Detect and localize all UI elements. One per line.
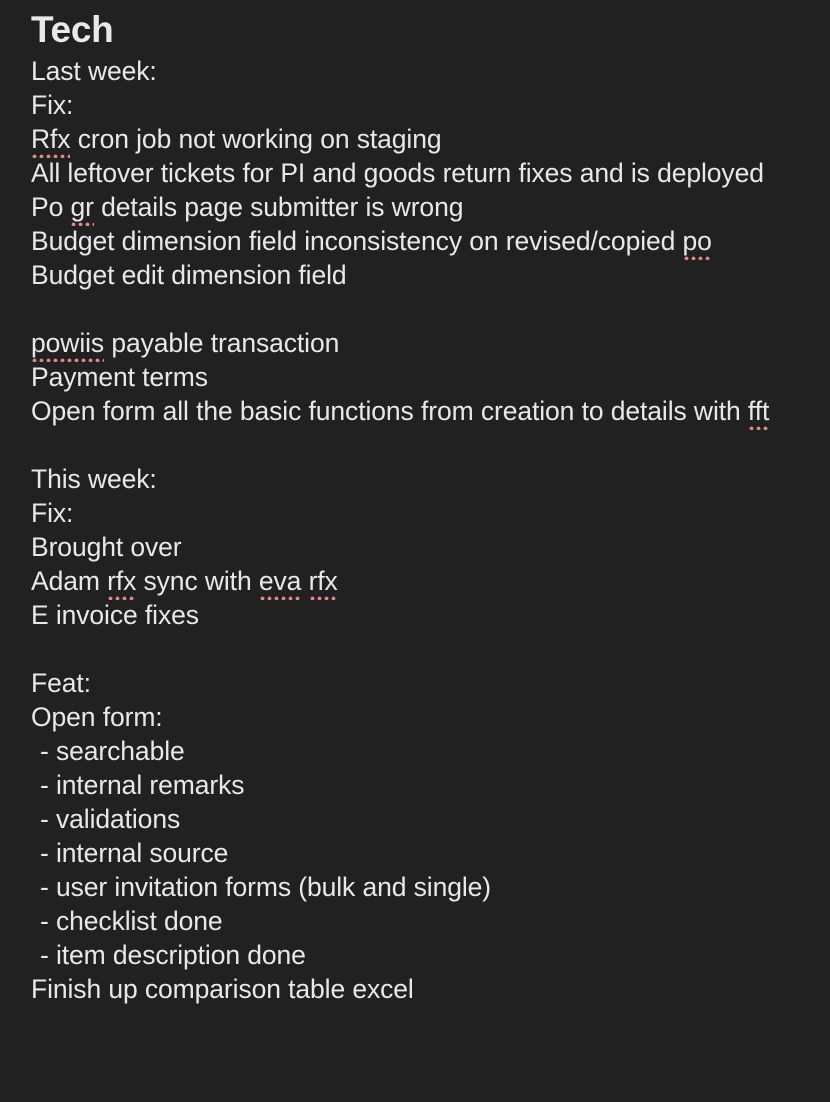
note-line: Po gr details page submitter is wrong — [31, 192, 464, 222]
note-line: - internal remarks — [40, 770, 245, 800]
note-blank-line — [31, 632, 806, 666]
note-line: - validations — [40, 804, 181, 834]
note-line: - searchable — [40, 736, 185, 766]
note-line: powiis payable transaction — [31, 328, 340, 358]
spellcheck-underline: rfx — [107, 566, 137, 596]
note-line: Budget edit dimension field — [31, 260, 347, 290]
note-line: Adam rfx sync with eva rfx — [31, 566, 338, 596]
note-blank-line — [31, 292, 806, 326]
note-line: Budget dimension field inconsistency on revised/copied po — [31, 226, 712, 256]
note-line: - item description done — [40, 940, 306, 970]
note-line: Rfx cron job not working on staging — [31, 124, 442, 154]
spellcheck-underline: powiis — [31, 328, 105, 358]
note-line: Payment terms — [31, 362, 208, 392]
note-line: This week: — [31, 464, 157, 494]
spellcheck-underline: po — [682, 226, 712, 256]
spellcheck-underline: eva — [258, 566, 302, 596]
note-line: Brought over — [31, 532, 182, 562]
note-line: Last week: — [31, 56, 157, 86]
note-line: Finish up comparison table excel — [31, 974, 414, 1004]
note-line: Feat: — [31, 668, 91, 698]
spellcheck-underline: Rfx — [31, 124, 71, 154]
page-title: Tech — [31, 9, 114, 50]
note-line: - checklist done — [40, 906, 223, 936]
note-line: All leftover tickets for PI and goods return fixes and is deployed — [31, 158, 764, 188]
spellcheck-underline: gr — [70, 192, 94, 222]
spellcheck-underline: fft — [747, 396, 770, 426]
note-blank-line — [31, 428, 806, 462]
note-line: Open form: — [31, 702, 163, 732]
spellcheck-underline: rfx — [308, 566, 338, 596]
note-line: Open form all the basic functions from creation to details with fft — [31, 396, 770, 426]
note-line: Fix: — [31, 90, 74, 120]
note-lines — [31, 54, 806, 1006]
note-line: E invoice fixes — [31, 600, 199, 630]
note-line: - user invitation forms (bulk and single) — [40, 872, 492, 902]
note-line: - internal source — [40, 838, 229, 868]
note-line: Fix: — [31, 498, 74, 528]
